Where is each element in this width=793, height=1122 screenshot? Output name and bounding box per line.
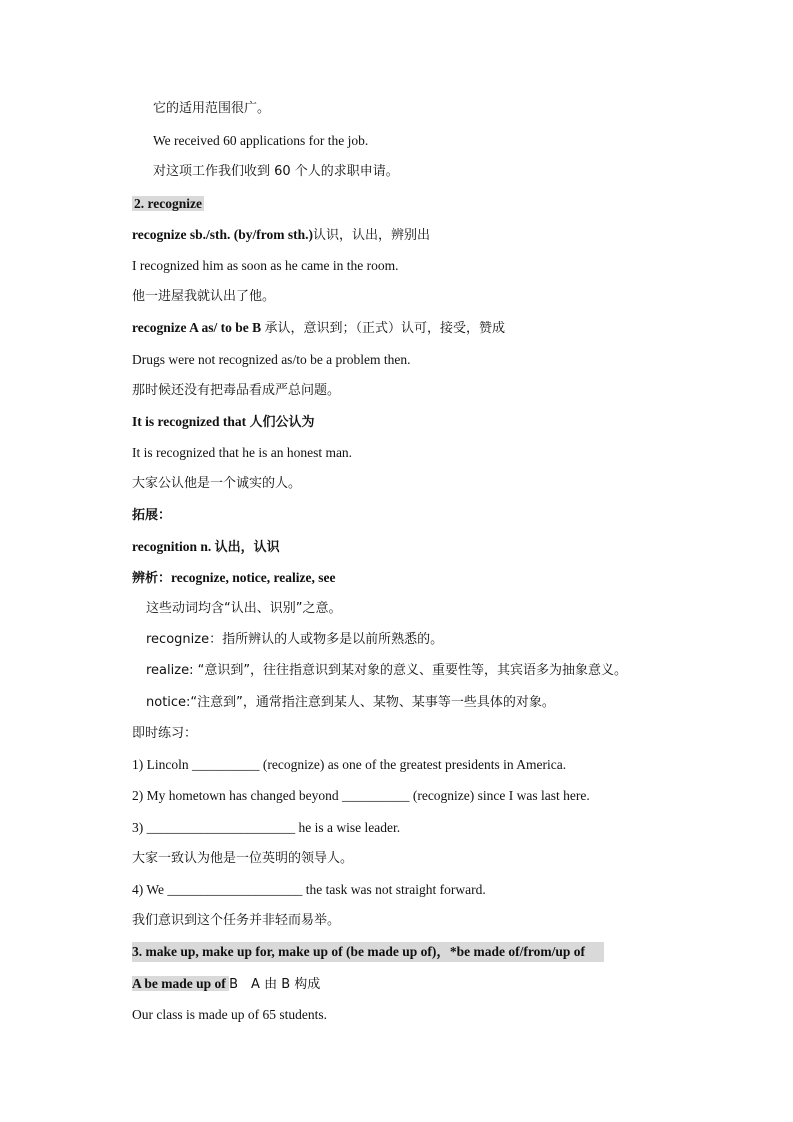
phrase-definition [132, 412, 315, 433]
practice-heading: 即时练习： [132, 726, 198, 741]
chinese-sentence: 大家一致认为他是一位英明的领导人。 [132, 851, 354, 866]
phrase-definition [132, 537, 280, 558]
chinese-sentence: 对这项工作我们收到 60 个人的求职申请。 [153, 164, 399, 179]
phrase-definition [132, 318, 505, 339]
phrase-meaning: 认出，认识 [214, 540, 280, 555]
example-sentence: We received 60 applications for the job. [153, 133, 369, 148]
example-sentence: It is recognized that he is an honest man. [132, 445, 353, 460]
section-heading-recognize [132, 194, 204, 214]
phrase-meaning: 认识，认出，辨别出 [313, 228, 431, 243]
comparison-note: realize: “意识到”，往往指意识到某对象的意义、重要性等，其宾语多为抽象意义。 [146, 663, 628, 678]
chinese-sentence: 他一进屋我就认出了他。 [132, 289, 276, 304]
chinese-sentence: 它的适用范围很广。 [153, 101, 271, 116]
highlighted-heading-text: 3. make up, make up for, make up of (be made up of)，*be made of/from/up of [132, 942, 604, 962]
example-sentence: Drugs were not recognized as/to be a problem then. [132, 352, 411, 367]
highlighted-heading-text: 2. recognize [134, 196, 202, 211]
phrase-definition [132, 225, 430, 246]
comparison-note: notice:“注意到”，通常指注意到某人、某物、某事等一些具体的对象。 [146, 695, 555, 710]
comparison-note: 这些动词均含“认出、识别”之意。 [146, 601, 342, 616]
phrase-term: recognize A as/ to be B [132, 320, 265, 335]
phrase-definition [132, 974, 320, 995]
phrase-term: recognition n. [132, 539, 215, 554]
phrase-term: recognize sb./sth. (by/from sth.) [132, 227, 313, 242]
chinese-sentence: 我们意识到这个任务并非轻而易举。 [132, 913, 341, 928]
example-sentence: I recognized him as soon as he came in the room. [132, 258, 399, 273]
comparison-heading [132, 568, 335, 589]
comparison-label: 辨析： [132, 571, 172, 586]
chinese-sentence: 那时候还没有把毒品看成严总问题。 [132, 383, 341, 398]
phrase-meaning: 人们公认为 [249, 415, 315, 430]
comparison-note: recognize：指所辨认的人或物多是以前所熟悉的。 [146, 632, 444, 647]
comparison-words: recognize, notice, realize, see [171, 570, 336, 585]
practice-item: 1) Lincoln __________ (recognize) as one of the greatest presidents in America. [132, 757, 567, 772]
phrase-term: It is recognized that [132, 414, 250, 429]
example-sentence: Our class is made up of 65 students. [132, 1007, 327, 1022]
phrase-meaning: 承认，意识到；（正式）认可，接受，赞成 [264, 321, 506, 336]
highlighted-phrase-term: A be made up of [132, 976, 230, 991]
phrase-meaning: B A 由 B 构成 [229, 977, 321, 992]
practice-item: 2) My hometown has changed beyond __________ (recognize) since I was last here. [132, 788, 590, 803]
section-heading-make-up [132, 942, 604, 962]
extension-heading: 拓展： [132, 508, 172, 523]
practice-item: 4) We ____________________ the task was not straight forward. [132, 882, 486, 897]
chinese-sentence: 大家公认他是一个诚实的人。 [132, 476, 302, 491]
practice-item: 3) ______________________ he is a wise leader. [132, 820, 401, 835]
